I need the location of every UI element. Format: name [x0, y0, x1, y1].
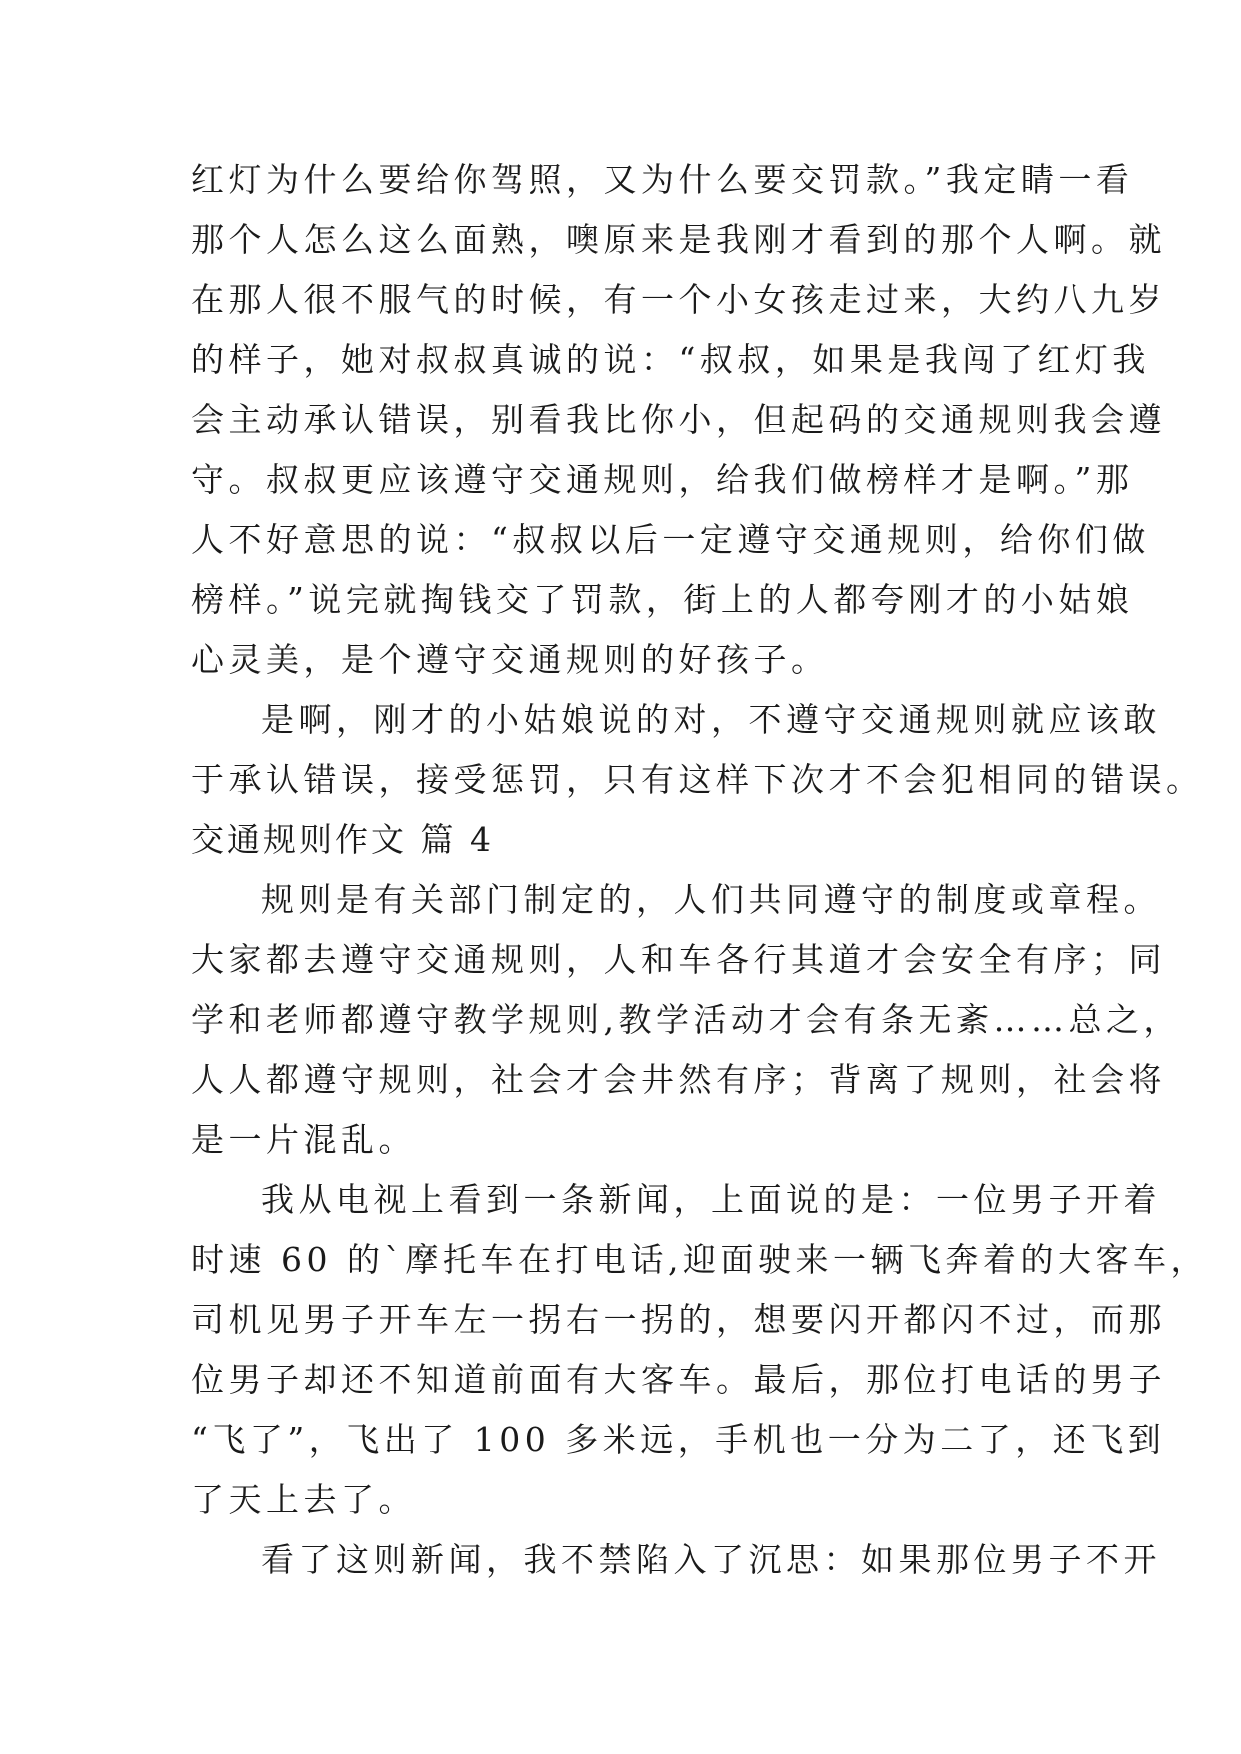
paragraph-start-line: 我从电视上看到一条新闻，上面说的是：一位男子开着	[261, 1180, 1161, 1219]
text-line: 守。叔叔更应该遵守交通规则，给我们做榜样才是啊。”那	[191, 460, 1134, 499]
text-line: 位男子却还不知道前面有大客车。最后，那位打电话的男子	[191, 1360, 1166, 1399]
text-line: 是一片混乱。	[191, 1120, 416, 1159]
text-line: 那个人怎么这么面熟，噢原来是我刚才看到的那个人啊。就	[191, 220, 1166, 259]
text-line: 大家都去遵守交通规则，人和车各行其道才会安全有序；同	[191, 940, 1166, 979]
text-line: 人不好意思的说：“叔叔以后一定遵守交通规则，给你们做	[191, 520, 1150, 559]
text-line: 在那人很不服气的时候，有一个小女孩走过来，大约八九岁	[191, 280, 1166, 319]
text-line: 榜样。”说完就掏钱交了罚款，街上的人都夸刚才的小姑娘	[191, 580, 1134, 619]
text-line: 人人都遵守规则，社会才会井然有序；背离了规则，社会将	[191, 1060, 1166, 1099]
document-page	[191, 150, 1208, 1590]
paragraph-start-line: 是啊，刚才的小姑娘说的对，不遵守交通规则就应该敢	[261, 700, 1161, 739]
text-line: 红灯为什么要给你驾照，又为什么要交罚款。”我定睛一看	[191, 160, 1134, 199]
section-heading: 交通规则作文 篇 4	[191, 820, 494, 859]
text-line: 时速 60 的`摩托车在打电话,迎面驶来一辆飞奔着的大客车，	[191, 1240, 1208, 1279]
paragraph-start-line: 规则是有关部门制定的，人们共同遵守的制度或章程。	[261, 880, 1161, 919]
paragraph-start-line: 看了这则新闻，我不禁陷入了沉思：如果那位男子不开	[261, 1540, 1161, 1579]
text-line: 心灵美，是个遵守交通规则的好孩子。	[191, 640, 829, 679]
text-line: 的样子，她对叔叔真诚的说：“叔叔，如果是我闯了红灯我	[191, 340, 1150, 379]
text-line: 了天上去了。	[191, 1480, 416, 1519]
text-line: 学和老师都遵守教学规则,教学活动才会有条无紊……总之，	[191, 1000, 1181, 1039]
text-line: 司机见男子开车左一拐右一拐的，想要闪开都闪不过，而那	[191, 1300, 1166, 1339]
text-line: 于承认错误，接受惩罚，只有这样下次才不会犯相同的错误。	[191, 760, 1204, 799]
text-line: “飞了”，飞出了 100 多米远，手机也一分为二了，还飞到	[191, 1420, 1166, 1459]
text-line: 会主动承认错误，别看我比你小，但起码的交通规则我会遵	[191, 400, 1166, 439]
